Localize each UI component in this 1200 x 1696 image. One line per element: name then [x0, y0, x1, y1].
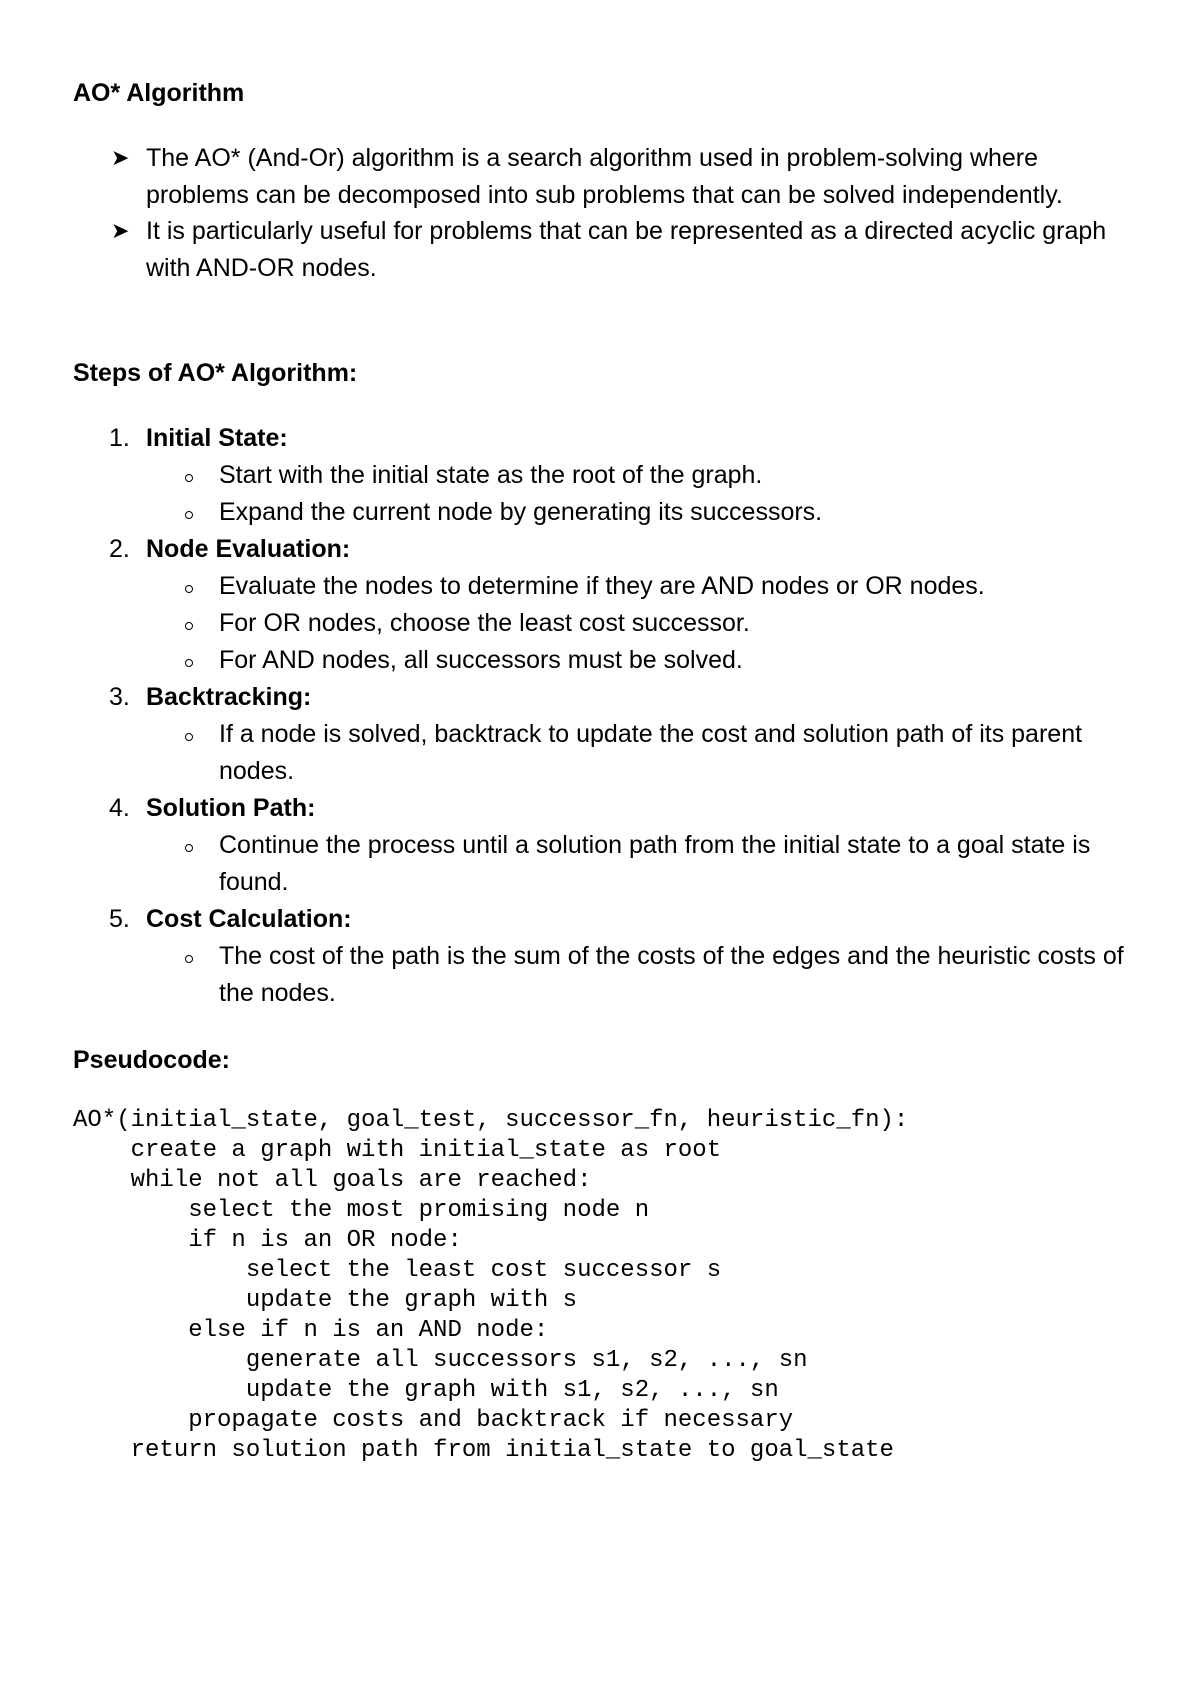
sub-item-text: Start with the initial state as the root of the graph.	[219, 461, 763, 489]
steps-list	[73, 420, 1133, 1012]
circle-bullet-icon	[185, 585, 193, 593]
circle-bullet-icon	[185, 733, 193, 741]
step-title: Cost Calculation:	[146, 905, 352, 933]
step-item	[73, 901, 1133, 1012]
arrow-bullet-icon: ➤	[111, 145, 130, 170]
step-item	[73, 531, 1133, 679]
sub-item-text: The cost of the path is the sum of the costs of the edges and the heuristic costs of the nodes.	[219, 942, 1124, 1007]
step-number: 3.	[109, 683, 130, 711]
step-sub-list	[146, 938, 1133, 1012]
circle-bullet-icon	[185, 511, 193, 519]
step-title: Solution Path:	[146, 794, 316, 822]
intro-text: The AO* (And-Or) algorithm is a search algorithm used in problem-solving where problems can be decomposed into sub problems that can be solved independently.	[146, 144, 1063, 209]
step-number: 2.	[109, 535, 130, 563]
circle-bullet-icon	[185, 474, 193, 482]
step-title: Backtracking:	[146, 683, 312, 711]
sub-item-text: For OR nodes, choose the least cost successor.	[219, 609, 750, 637]
step-title: Node Evaluation:	[146, 535, 351, 563]
sub-item	[146, 642, 1133, 679]
step-item	[73, 790, 1133, 901]
step-sub-list	[146, 568, 1133, 679]
sub-item	[146, 605, 1133, 642]
step-number: 1.	[109, 424, 130, 452]
step-item	[73, 679, 1133, 790]
circle-bullet-icon	[185, 844, 193, 852]
sub-item-text: If a node is solved, backtrack to update the cost and solution path of its parent nodes.	[219, 720, 1083, 785]
sub-item	[146, 938, 1133, 1012]
step-item	[73, 420, 1133, 531]
step-sub-list	[146, 716, 1133, 790]
sub-item	[146, 494, 1133, 531]
sub-item-text: Evaluate the nodes to determine if they are AND nodes or OR nodes.	[219, 572, 985, 600]
step-number: 5.	[109, 905, 130, 933]
arrow-bullet-icon: ➤	[111, 218, 130, 243]
sub-item-text: Continue the process until a solution path from the initial state to a goal state is found.	[219, 831, 1091, 896]
sub-item-text: Expand the current node by generating its successors.	[219, 498, 823, 526]
sub-item	[146, 827, 1133, 901]
sub-item-text: For AND nodes, all successors must be solved.	[219, 646, 743, 674]
document-title: AO* Algorithm	[73, 79, 245, 107]
steps-heading: Steps of AO* Algorithm:	[73, 359, 358, 387]
circle-bullet-icon	[185, 622, 193, 630]
pseudocode-block: AO*(initial_state, goal_test, successor_fn, heuristic_fn): create a graph with initial_state as root while not all goals are reached: select the most promising node n if n is an OR node: select the least cost successor s update the graph with s else if n is an AND node: generate all successors s1, s2, ..., sn update the graph with s1, s2, ..., sn propagate costs and backtrack if necessary return solution path from initial_state to goal_state	[73, 1107, 909, 1464]
pseudocode-heading: Pseudocode:	[73, 1046, 230, 1074]
step-sub-list	[146, 827, 1133, 901]
intro-item	[73, 140, 1133, 213]
intro-list	[73, 140, 1133, 286]
intro-item	[73, 213, 1133, 286]
step-number: 4.	[109, 794, 130, 822]
step-sub-list	[146, 457, 1133, 531]
sub-item	[146, 457, 1133, 494]
step-title: Initial State:	[146, 424, 288, 452]
circle-bullet-icon	[185, 659, 193, 667]
intro-text: It is particularly useful for problems that can be represented as a directed acyclic graph with AND-OR nodes.	[146, 217, 1107, 282]
circle-bullet-icon	[185, 955, 193, 963]
sub-item	[146, 568, 1133, 605]
sub-item	[146, 716, 1133, 790]
